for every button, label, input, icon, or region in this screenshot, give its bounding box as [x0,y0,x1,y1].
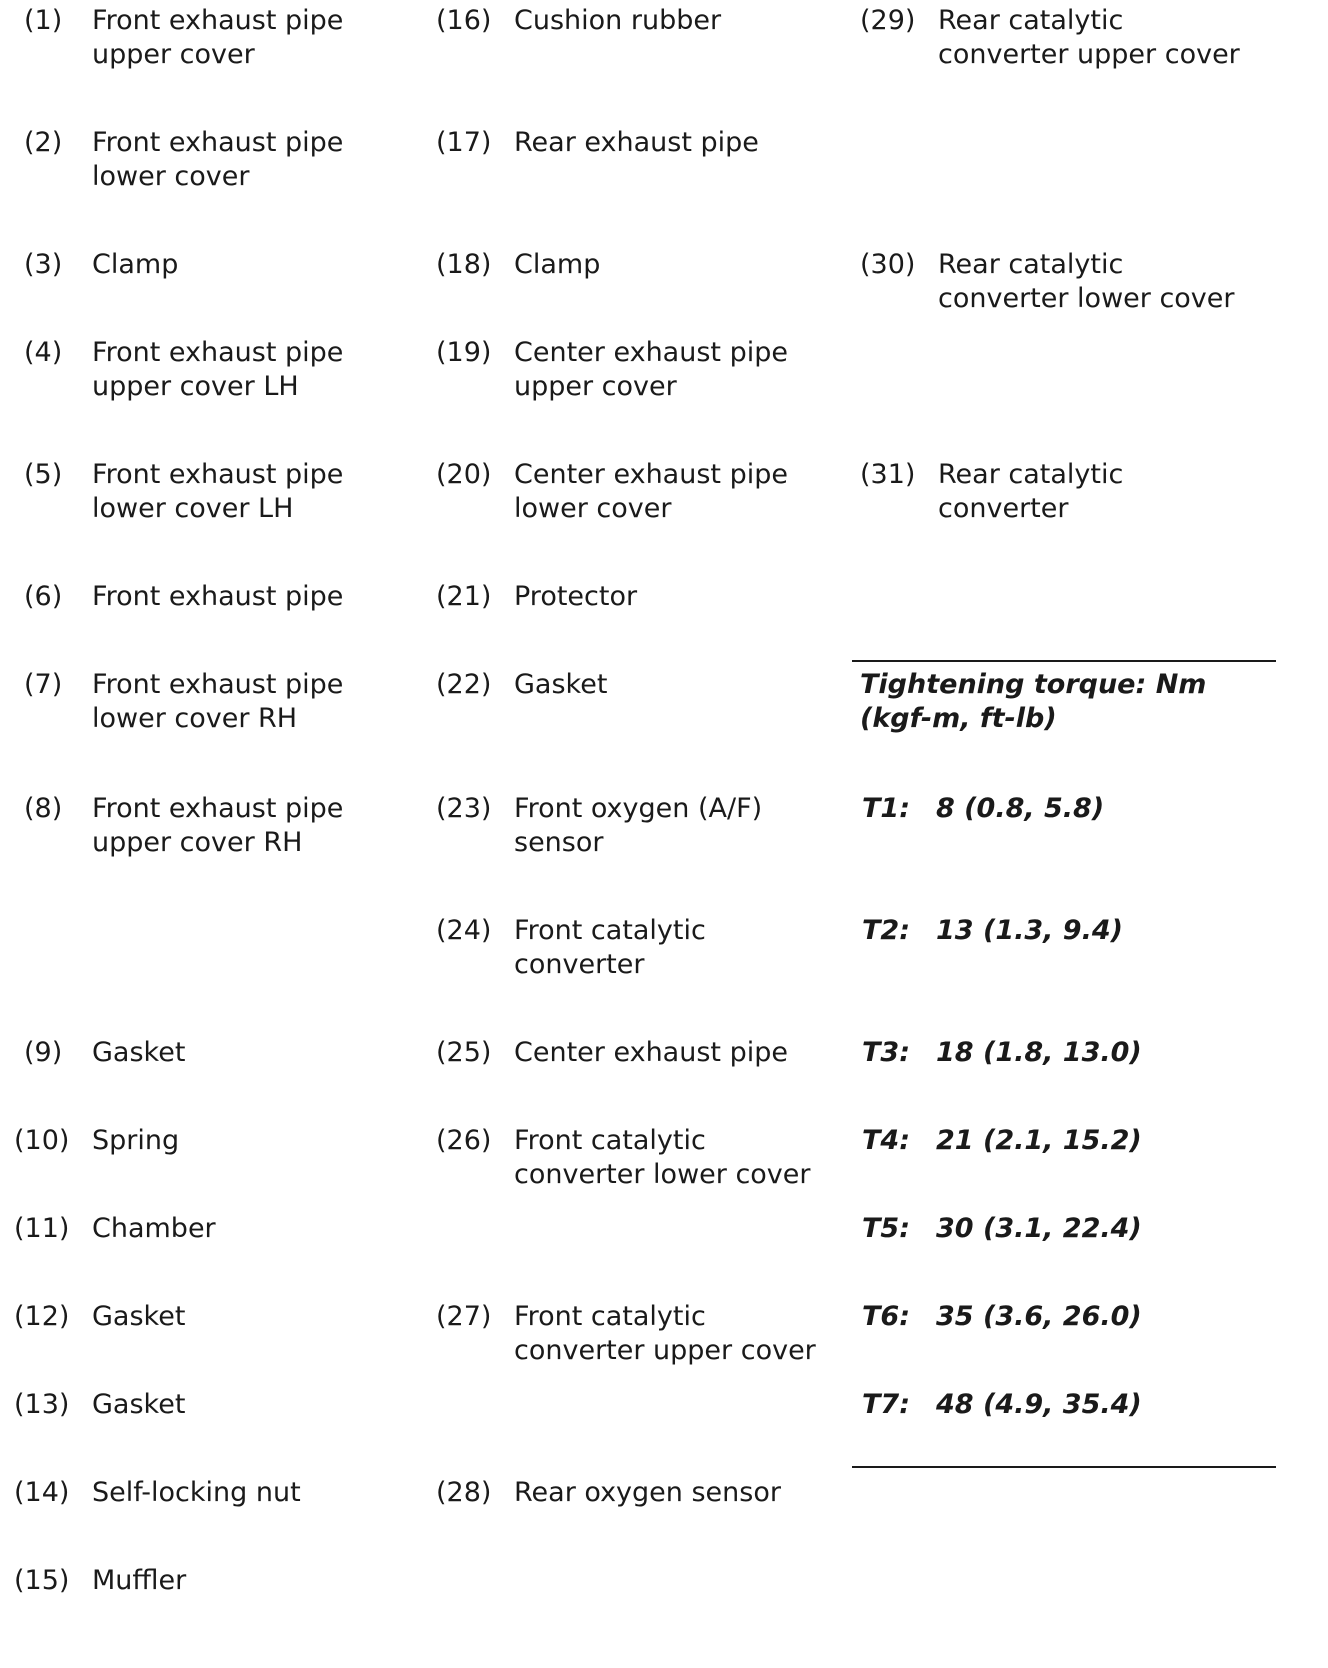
item-number: (30) [860,249,916,280]
item-number: (7) [24,669,63,700]
item-number: (26) [436,1125,492,1156]
item-label: Front catalytic converter lower cover [514,1125,811,1190]
item-label: Rear oxygen sensor [514,1477,781,1508]
item-number: (28) [436,1477,492,1508]
item-label: Gasket [92,1301,186,1332]
item-label: Front exhaust pipe lower cover [92,127,344,192]
item-label: Front exhaust pipe upper cover LH [92,337,344,402]
torque-value: 8 (0.8, 5.8) [936,793,1105,824]
item-number: (10) [14,1125,70,1156]
item-number: (16) [436,5,492,36]
torque-key: T5: [862,1213,911,1244]
item-label: Gasket [92,1037,186,1068]
item-number: (4) [24,337,63,368]
torque-key: T7: [862,1389,911,1420]
item-label: Front catalytic converter upper cover [514,1301,816,1366]
item-number: (3) [24,249,63,280]
item-label: Rear exhaust pipe [514,127,759,158]
item-number: (17) [436,127,492,158]
item-number: (15) [14,1565,70,1596]
item-number: (11) [14,1213,70,1244]
item-number: (5) [24,459,63,490]
item-label: Front exhaust pipe upper cover [92,5,344,70]
item-label: Front exhaust pipe [92,581,344,612]
item-number: (19) [436,337,492,368]
item-label: Self-locking nut [92,1477,301,1508]
item-number: (25) [436,1037,492,1068]
item-label: Rear catalytic converter lower cover [938,249,1235,314]
item-number: (8) [24,793,63,824]
item-number: (13) [14,1389,70,1420]
item-number: (23) [436,793,492,824]
item-label: Cushion rubber [514,5,722,36]
item-label: Chamber [92,1213,216,1244]
item-number: (22) [436,669,492,700]
item-label: Center exhaust pipe [514,1037,788,1068]
item-label: Muffler [92,1565,187,1596]
torque-value: 18 (1.8, 13.0) [936,1037,1142,1068]
torque-bottom-rule [852,1466,1276,1468]
torque-key: T4: [862,1125,911,1156]
item-number: (6) [24,581,63,612]
item-label: Front exhaust pipe lower cover RH [92,669,344,734]
item-label: Center exhaust pipe lower cover [514,459,788,524]
torque-key: T6: [862,1301,911,1332]
item-number: (21) [436,581,492,612]
item-label: Center exhaust pipe upper cover [514,337,788,402]
item-number: (12) [14,1301,70,1332]
torque-value: 13 (1.3, 9.4) [936,915,1123,946]
item-number: (20) [436,459,492,490]
item-number: (2) [24,127,63,158]
item-label: Spring [92,1125,180,1156]
item-number: (27) [436,1301,492,1332]
torque-value: 30 (3.1, 22.4) [936,1213,1142,1244]
item-label: Front oxygen (A/F) sensor [514,793,763,858]
torque-value: 21 (2.1, 15.2) [936,1125,1142,1156]
item-number: (14) [14,1477,70,1508]
item-number: (31) [860,459,916,490]
torque-key: T2: [862,915,911,946]
item-label: Front exhaust pipe upper cover RH [92,793,344,858]
torque-key: T3: [862,1037,911,1068]
torque-value: 35 (3.6, 26.0) [936,1301,1142,1332]
item-label: Gasket [514,669,608,700]
torque-value: 48 (4.9, 35.4) [936,1389,1142,1420]
item-number: (24) [436,915,492,946]
torque-top-rule [852,660,1276,662]
torque-key: T1: [862,793,911,824]
item-number: (18) [436,249,492,280]
item-label: Clamp [514,249,601,280]
item-number: (29) [860,5,916,36]
item-label: Front exhaust pipe lower cover LH [92,459,344,524]
item-label: Rear catalytic converter [938,459,1124,524]
item-number: (1) [24,5,63,36]
item-label: Protector [514,581,638,612]
item-label: Rear catalytic converter upper cover [938,5,1240,70]
item-label: Clamp [92,249,179,280]
item-label: Gasket [92,1389,186,1420]
item-number: (9) [24,1037,63,1068]
item-label: Front catalytic converter [514,915,706,980]
torque-heading: Tightening torque: Nm (kgf-m, ft-lb) [860,669,1207,734]
